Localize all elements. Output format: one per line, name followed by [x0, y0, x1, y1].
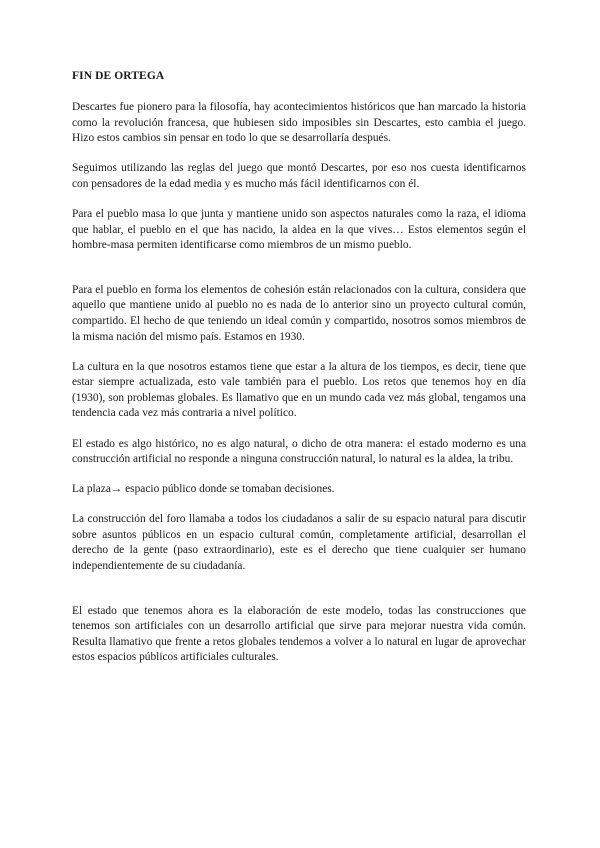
paragraph: Seguimos utilizando las reglas del juego que montó Descartes, por eso nos cuesta identificarnos con pensadores de la edad media y es mucho más fácil identificarnos con él. [72, 162, 526, 190]
paragraph: Para el pueblo en forma los elementos de cohesión están relacionados con la cultura, considera que aquello que mantiene unido al pueblo no es nada de lo anterior sino un proyecto cultural común, compartido. El hecho de que teniendo un ideal común y compartido, nosotros somos miembros de la misma nación del mismo país. Estamos en 1930. [72, 283, 526, 343]
paragraph: La cultura en la que nosotros estamos tiene que estar a la altura de los tiempos, es decir, tiene que estar siempre actualizada, esto vale también para el pueblo. Los retos que tenemos hoy en día (1930), son problemas globales. Es llamativo que en un mundo cada vez más global, tengamos una tendencia cada vez más contraria a nivel político. [72, 360, 526, 420]
paragraph: La plaza→ espacio público donde se tomaban decisiones. [72, 483, 335, 496]
document-page [72, 68, 526, 681]
paragraph: Para el pueblo masa lo que junta y mantiene unido son aspectos naturales como la raza, el idioma que hablar, el pueblo en el que has nacido, la aldea en la que vives… Estos elementos según el hombre-masa permiten identificarse como miembros de un mismo pueblo. [72, 207, 526, 252]
paragraph: El estado es algo histórico, no es algo natural, o dicho de otra manera: el estado moderno es una construcción artificial no responde a ninguna construcción natural, lo natural es la aldea, la tribu. [72, 437, 526, 466]
paragraph: El estado que tenemos ahora es la elaboración de este modelo, todas las construcciones que tenemos son artificiales con un desarrollo artificial que sirve para mejorar nuestra vida común. Resulta llamativo que frente a retos globales tendemos a volver a lo natural en lugar de aprovechar estos espacios públicos artificiales culturales. [72, 604, 526, 664]
document-title: FIN DE ORTEGA [72, 70, 165, 82]
paragraph: Descartes fue pionero para la filosofía, hay acontecimientos históricos que han marcado la historia como la revolución francesa, que hubiesen sido imposibles sin Descartes, esto cambia el juego. Hizo estos cambios sin pensar en todo lo que se desarrollaría después. [72, 101, 526, 145]
paragraph: La construcción del foro llamaba a todos los ciudadanos a salir de su espacio natural para discutir sobre asuntos públicos en un espacio cultural común, completamente artificial, desarrollan el derecho de la gente (paso extraordinario), este es el derecho que tiene cualquier ser humano independientemente de su ciudadanía. [72, 513, 526, 573]
